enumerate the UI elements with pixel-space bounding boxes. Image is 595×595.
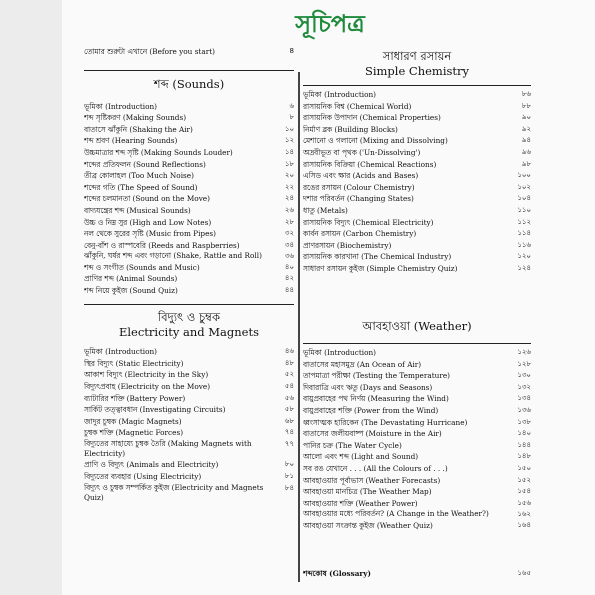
- section-heading-electricity: [84, 310, 294, 340]
- toc-row: [303, 428, 531, 440]
- toc-page-number: ১৩২: [517, 382, 531, 391]
- toc-page-number: ১৬২: [517, 510, 531, 519]
- toc-entry-text: আবহাওয়ার মধ্যে পরিবর্তন? (A Change in the Weather?): [303, 509, 489, 519]
- toc-row: [303, 89, 531, 101]
- toc-entry-text: ভূমিকা (Introduction): [303, 348, 377, 357]
- toc-page-number: ১৪৪: [517, 440, 531, 449]
- section-heading-chemistry-en: Simple Chemistry: [364, 64, 470, 78]
- toc-page-number: ৮৪: [284, 483, 294, 492]
- toc-row: [84, 240, 294, 252]
- toc-page-number: ১৩৮: [517, 417, 531, 426]
- toc-row: [303, 182, 531, 194]
- toc-page-number: ১০: [284, 124, 294, 133]
- toc-row: [303, 451, 531, 463]
- toc-page-number: ৪৪: [284, 285, 294, 294]
- toc-page-number: ২২: [284, 182, 294, 191]
- toc-entry-text: প্রাণির শব্দ (Animal Sounds): [84, 274, 178, 284]
- toc-page-number: ১৮: [284, 159, 294, 168]
- toc-entry-text: উচ্চমাত্রার শব্দ সৃষ্টি (Making Sounds Louder): [84, 147, 233, 157]
- toc-page-number: ১৫২: [517, 475, 531, 484]
- toc-entry-text: বিদ্যুতের সাহায্যে চুম্বক তৈরি (Making Magnets with Electricity): [84, 439, 252, 459]
- toc-page-number: ১৫৬: [517, 498, 531, 507]
- toc-row: [303, 405, 531, 417]
- toc-page-number: ৮: [289, 113, 294, 122]
- toc-row: [303, 135, 531, 147]
- toc-row: [303, 124, 531, 136]
- toc-row: [303, 498, 531, 510]
- toc-row: [84, 112, 294, 124]
- toc-page-number: ৮৬: [521, 90, 531, 98]
- toc-entry-text: আবহাওয়ার পূর্বাভাস (Weather Forecasts): [303, 475, 441, 485]
- toc-row: [84, 159, 294, 171]
- toc-entry-text: শব্দকোষ (Glossary): [303, 569, 371, 578]
- toc-entry-text: বিদ্যুতের ব্যবহার (Using Electricity): [84, 472, 202, 482]
- toc-entry-text: ঝাঁকুনি, ঘর্ষর শব্দ এবং গড়ানো (Shake, Rattle and Roll): [84, 251, 262, 261]
- toc-row: [303, 347, 531, 359]
- left-column: [84, 46, 294, 511]
- toc-row: [84, 273, 294, 285]
- toc-row: [84, 427, 294, 439]
- toc-row: [84, 459, 294, 471]
- toc-entry-text: ধ্বংসাত্মক হারিকেন (The Devastating Hurricane): [303, 417, 468, 427]
- toc-row: [303, 463, 531, 475]
- toc-page-number: ৫৪: [284, 382, 294, 391]
- section-heading-electricity-en: Electricity and Magnets: [118, 325, 260, 340]
- toc-row: [84, 346, 294, 358]
- toc-entry-text: ভূমিকা (Introduction): [84, 101, 158, 111]
- toc-row: [303, 263, 531, 275]
- toc-entry-text: রাসায়নিক বিশ্ব (Chemical World): [303, 101, 412, 111]
- toc-row: [303, 228, 531, 240]
- toc-entry-text: আবহাওয়ার শক্তি (Weather Power): [303, 498, 418, 508]
- toc-entry-text: শব্দের প্রতিফলন (Sound Reflections): [84, 159, 206, 169]
- chemistry-list: [303, 85, 531, 275]
- toc-row: [303, 440, 531, 452]
- toc-page-number: ৫৬: [284, 393, 294, 402]
- toc-page-number: ৩৬: [284, 252, 294, 261]
- toc-entry-text: নল থেকে সুরের সৃষ্টি (Music from Pipes): [84, 229, 217, 239]
- column-divider: [298, 72, 300, 582]
- toc-page-number: ১০২: [517, 182, 531, 191]
- toc-page-number: ৩৪: [284, 240, 294, 249]
- toc-entry-text: সব রঙ যেখানে . . . (All the Colours of . . .): [303, 463, 448, 473]
- section-heading-chemistry-bn: সাধারণ রসায়ন: [382, 49, 452, 63]
- toc-row: [84, 170, 294, 182]
- toc-page-number: ৪০: [284, 262, 294, 271]
- toc-entry-text: শব্দ সৃষ্টিকরণ (Making Sounds): [84, 113, 187, 123]
- toc-row: [303, 417, 531, 429]
- toc-row: [84, 393, 294, 405]
- toc-row: [303, 240, 531, 252]
- toc-row: [84, 205, 294, 217]
- toc-page-number: ১৩০: [517, 371, 531, 380]
- toc-row: [303, 112, 531, 124]
- toc-page-number: ৯৪: [521, 136, 531, 145]
- toc-entry-text: দিবারাত্রি এবং ঋতু (Days and Seasons): [303, 382, 433, 392]
- toc-entry-text: জাদুর চুম্বক (Magic Magnets): [84, 416, 182, 426]
- toc-row: [84, 124, 294, 136]
- toc-page-number: ৯২: [521, 124, 531, 133]
- toc-entry-text: চুম্বক শক্তি (Magnetic Forces): [84, 428, 184, 438]
- toc-page-number: ৮৮: [521, 101, 531, 110]
- toc-page-number: ১২০: [517, 252, 531, 261]
- toc-row: [303, 520, 531, 532]
- right-column: [303, 44, 531, 578]
- toc-page-number: ৯৬: [521, 147, 531, 156]
- toc-page-number: ১৪৮: [517, 452, 531, 461]
- toc-page-number: ২৪: [284, 194, 294, 203]
- weather-list: [303, 343, 531, 531]
- toc-entry-text: বায়ুপ্রবাহের শক্তি (Power from the Wind): [303, 405, 439, 415]
- section-heading-weather: আবহাওয়া (Weather): [362, 319, 472, 333]
- toc-entry-text: এসিড এবং ক্ষার (Acids and Bases): [303, 171, 419, 181]
- toc-row: [303, 147, 531, 159]
- toc-entry-text: রাসায়নিক বিদ্যুৎ (Chemical Electricity): [303, 217, 434, 227]
- toc-row: [303, 193, 531, 205]
- toc-entry-text: তীব্র কোলাহল (Too Much Noise): [84, 171, 194, 181]
- toc-page-number: ১৫৪: [517, 487, 531, 496]
- toc-entry-text: বাতাসের জলীয়বাষ্প (Moisture in the Air): [303, 429, 442, 439]
- toc-page-number: ১২৮: [517, 359, 531, 368]
- toc-page-number: ১২: [284, 136, 294, 145]
- toc-entry-text: আলো এবং শব্দ (Light and Sound): [303, 452, 419, 462]
- toc-page-number: ১৬৪: [517, 520, 531, 529]
- toc-entry-text: বিদ্যুৎপ্রবাহ (Electricity on the Move): [84, 382, 211, 392]
- toc-row-glossary: [303, 568, 531, 580]
- toc-page-number: ৯০: [521, 113, 531, 122]
- toc-entry-text: প্রাণরসায়ন (Biochemistry): [303, 240, 392, 250]
- section-weather: [303, 316, 531, 531]
- toc-row: [84, 147, 294, 159]
- toc-page-number: ৫৮: [284, 405, 294, 414]
- toc-entry-text: রাসায়নিক উপাদান (Chemical Properties): [303, 113, 441, 123]
- toc-page-number: ১১২: [517, 217, 531, 226]
- toc-row: [303, 509, 531, 519]
- toc-row: [84, 228, 294, 240]
- toc-intro-row: [84, 46, 294, 58]
- toc-page-number: ১১৪: [517, 229, 531, 238]
- toc-entry-text: আবহাওয়া মানচিত্র (The Weather Map): [303, 487, 432, 497]
- toc-page-number: ১২৬: [517, 348, 531, 356]
- toc-row: [303, 359, 531, 371]
- toc-page-number: ১৩৪: [517, 394, 531, 403]
- toc-row: [84, 483, 294, 503]
- toc-page-number: ১০০: [517, 171, 531, 180]
- toc-entry-text: প্রাণি ও বিদ্যুৎ (Animals and Electricity): [84, 460, 219, 470]
- toc-page-number: ৩২: [284, 229, 294, 238]
- toc-page-number: ৪৮: [284, 358, 294, 367]
- toc-entry-text: তাপমাত্রা পরীক্ষা (Testing the Temperature): [303, 371, 450, 381]
- page-title: সূচিপত্র: [295, 10, 365, 38]
- electricity-list: [84, 346, 294, 503]
- toc-entry-text: রাসায়নিক কারখানা (The Chemical Industry): [303, 252, 452, 262]
- toc-entry-text: আবহাওয়া সংক্রান্ত কুইজ (Weather Quiz): [303, 520, 433, 530]
- toc-row: [303, 251, 531, 263]
- toc-entry-text: মেশানো ও গলানো (Mixing and Dissolving): [303, 136, 448, 146]
- section-electricity: [84, 304, 294, 503]
- toc-entry-text: বাতাসের মহাসমুদ্র (An Ocean of Air): [303, 359, 422, 369]
- toc-row: [303, 159, 531, 171]
- toc-entry-text: আকাশ বিদ্যুৎ (Electricity in the Sky): [84, 370, 209, 380]
- toc-entry-text: পানির চক্র (The Water Cycle): [303, 440, 402, 450]
- toc-row: [84, 101, 294, 113]
- toc-row: [84, 358, 294, 370]
- toc-page-number: ৫২: [284, 370, 294, 379]
- toc-entry-text: শব্দের চলমানতা (Sound on the Move): [84, 194, 210, 204]
- toc-page-number: ৮১: [284, 472, 294, 481]
- toc-entry-text: ভূমিকা (Introduction): [84, 347, 158, 357]
- toc-row: [303, 382, 531, 394]
- section-heading-chemistry: [303, 49, 531, 79]
- toc-page-number: ২৮: [284, 217, 294, 226]
- toc-row: [84, 369, 294, 381]
- toc-page-number: ১১৬: [517, 240, 531, 249]
- toc-page-number: ১২৪: [517, 263, 531, 272]
- toc-entry-text: ভূমিকা (Introduction): [303, 90, 377, 99]
- toc-page-number: ১৩৬: [517, 405, 531, 414]
- toc-row: [84, 217, 294, 229]
- toc-page-number: ৪৬: [284, 347, 294, 356]
- toc-page-number: ১৫০: [517, 463, 531, 472]
- toc-row: [84, 182, 294, 194]
- toc-page-number: ১৪: [284, 147, 294, 156]
- toc-page-number: ৭৪: [284, 428, 294, 437]
- toc-entry-text: ধাতু (Metals): [303, 205, 348, 215]
- toc-row: [303, 486, 531, 498]
- toc-row: [84, 439, 294, 459]
- toc-row: [84, 251, 294, 261]
- toc-row: [84, 471, 294, 483]
- toc-entry-text: স্থির বিদ্যুৎ (Static Electricity): [84, 358, 184, 368]
- toc-entry-text: রাসায়নিক বিক্রিয়া (Chemical Reactions): [303, 159, 437, 169]
- toc-entry-text: বাতাসে ঝাঁকুনি (Shaking the Air): [84, 124, 193, 134]
- toc-page-number: ৪২: [284, 274, 294, 283]
- toc-row: [84, 285, 294, 297]
- toc-page-number: ৬: [289, 101, 294, 110]
- toc-page-number: ৯৮: [521, 159, 531, 168]
- toc-page-number: ৬৮: [284, 416, 294, 425]
- toc-row: [303, 393, 531, 405]
- toc-entry-text: ব্যাটারির শক্তি (Battery Power): [84, 393, 186, 403]
- section-sounds: [84, 70, 294, 297]
- glossary-entry: [303, 568, 531, 580]
- toc-row: [84, 416, 294, 428]
- section-heading-sounds: শব্দ (Sounds): [153, 76, 225, 91]
- toc-entry-text: উচ্চ ও নিম্ন সুর (High and Low Notes): [84, 217, 212, 227]
- toc-row: [303, 205, 531, 217]
- toc-entry-text: বেনু-বাঁশ ও রাস্পবেরি (Reeds and Raspberries): [84, 240, 240, 250]
- toc-entry-text: সাধারণ রসায়ন কুইজ (Simple Chemistry Quiz): [303, 263, 458, 273]
- toc-page-number: ১০৪: [517, 194, 531, 203]
- toc-entry-text: বায়ুপ্রবাহের পথ নির্ণয় (Measuring the Wind): [303, 394, 449, 404]
- toc-entry-text: দশার পরিবর্তন (Changing States): [303, 194, 414, 204]
- toc-row: [303, 170, 531, 182]
- toc-entry-text: অদ্রবীভূত বা পৃথক ('Un-Dissolving'): [303, 147, 421, 157]
- toc-page-number: ৭৭: [284, 440, 294, 449]
- toc-entry-text: শব্দ শ্রবণ (Hearing Sounds): [84, 136, 178, 146]
- toc-entry-text: বাদ্যযন্ত্রের শব্দ (Musical Sounds): [84, 205, 191, 215]
- toc-row: [84, 404, 294, 416]
- toc-row: [303, 217, 531, 229]
- toc-entry-text: তোমার শুরুটা এখানে (Before you start): [84, 47, 215, 56]
- toc-row: [84, 262, 294, 274]
- toc-page-number: 8: [289, 47, 294, 55]
- toc-row: [303, 475, 531, 487]
- section-heading-electricity-bn: বিদ্যুৎ ও চুম্বক: [157, 310, 220, 325]
- toc-entry-text: সার্কিট তত্ত্বাবধান (Investigating Circuits): [84, 405, 226, 415]
- toc-row: [84, 135, 294, 147]
- toc-page-number: ৮০: [284, 460, 294, 469]
- sounds-list: [84, 101, 294, 297]
- toc-entry-text: বিদ্যুৎ ও চুম্বক সম্পর্কিত কুইজ (Electricity and Magnets Quiz): [84, 482, 264, 502]
- section-chemistry: [303, 44, 531, 275]
- toc-row: [303, 370, 531, 382]
- toc-page-number: ১১০: [517, 205, 531, 214]
- toc-row: [84, 381, 294, 393]
- toc-entry-text: শব্দ নিয়ে কুইজ (Sound Quiz): [84, 285, 178, 295]
- toc-entry-text: রঙের রসায়ন (Colour Chemistry): [303, 182, 415, 192]
- toc-page-number: ১৬৫: [517, 569, 531, 577]
- toc-entry-text: শব্দের গতি (The Speed of Sound): [84, 182, 198, 192]
- toc-entry-text: নির্মাণ ব্লক (Building Blocks): [303, 124, 398, 134]
- toc-page-number: ১৪০: [517, 429, 531, 438]
- toc-entry-text: শব্দ ও সংগীত (Sounds and Music): [84, 262, 200, 272]
- toc-page-number: ২৬: [284, 205, 294, 214]
- toc-entry-text: কার্বন রসায়ন (Carbon Chemistry): [303, 229, 417, 239]
- toc-row: [84, 193, 294, 205]
- toc-page-number: ২০: [284, 171, 294, 180]
- toc-row: [303, 101, 531, 113]
